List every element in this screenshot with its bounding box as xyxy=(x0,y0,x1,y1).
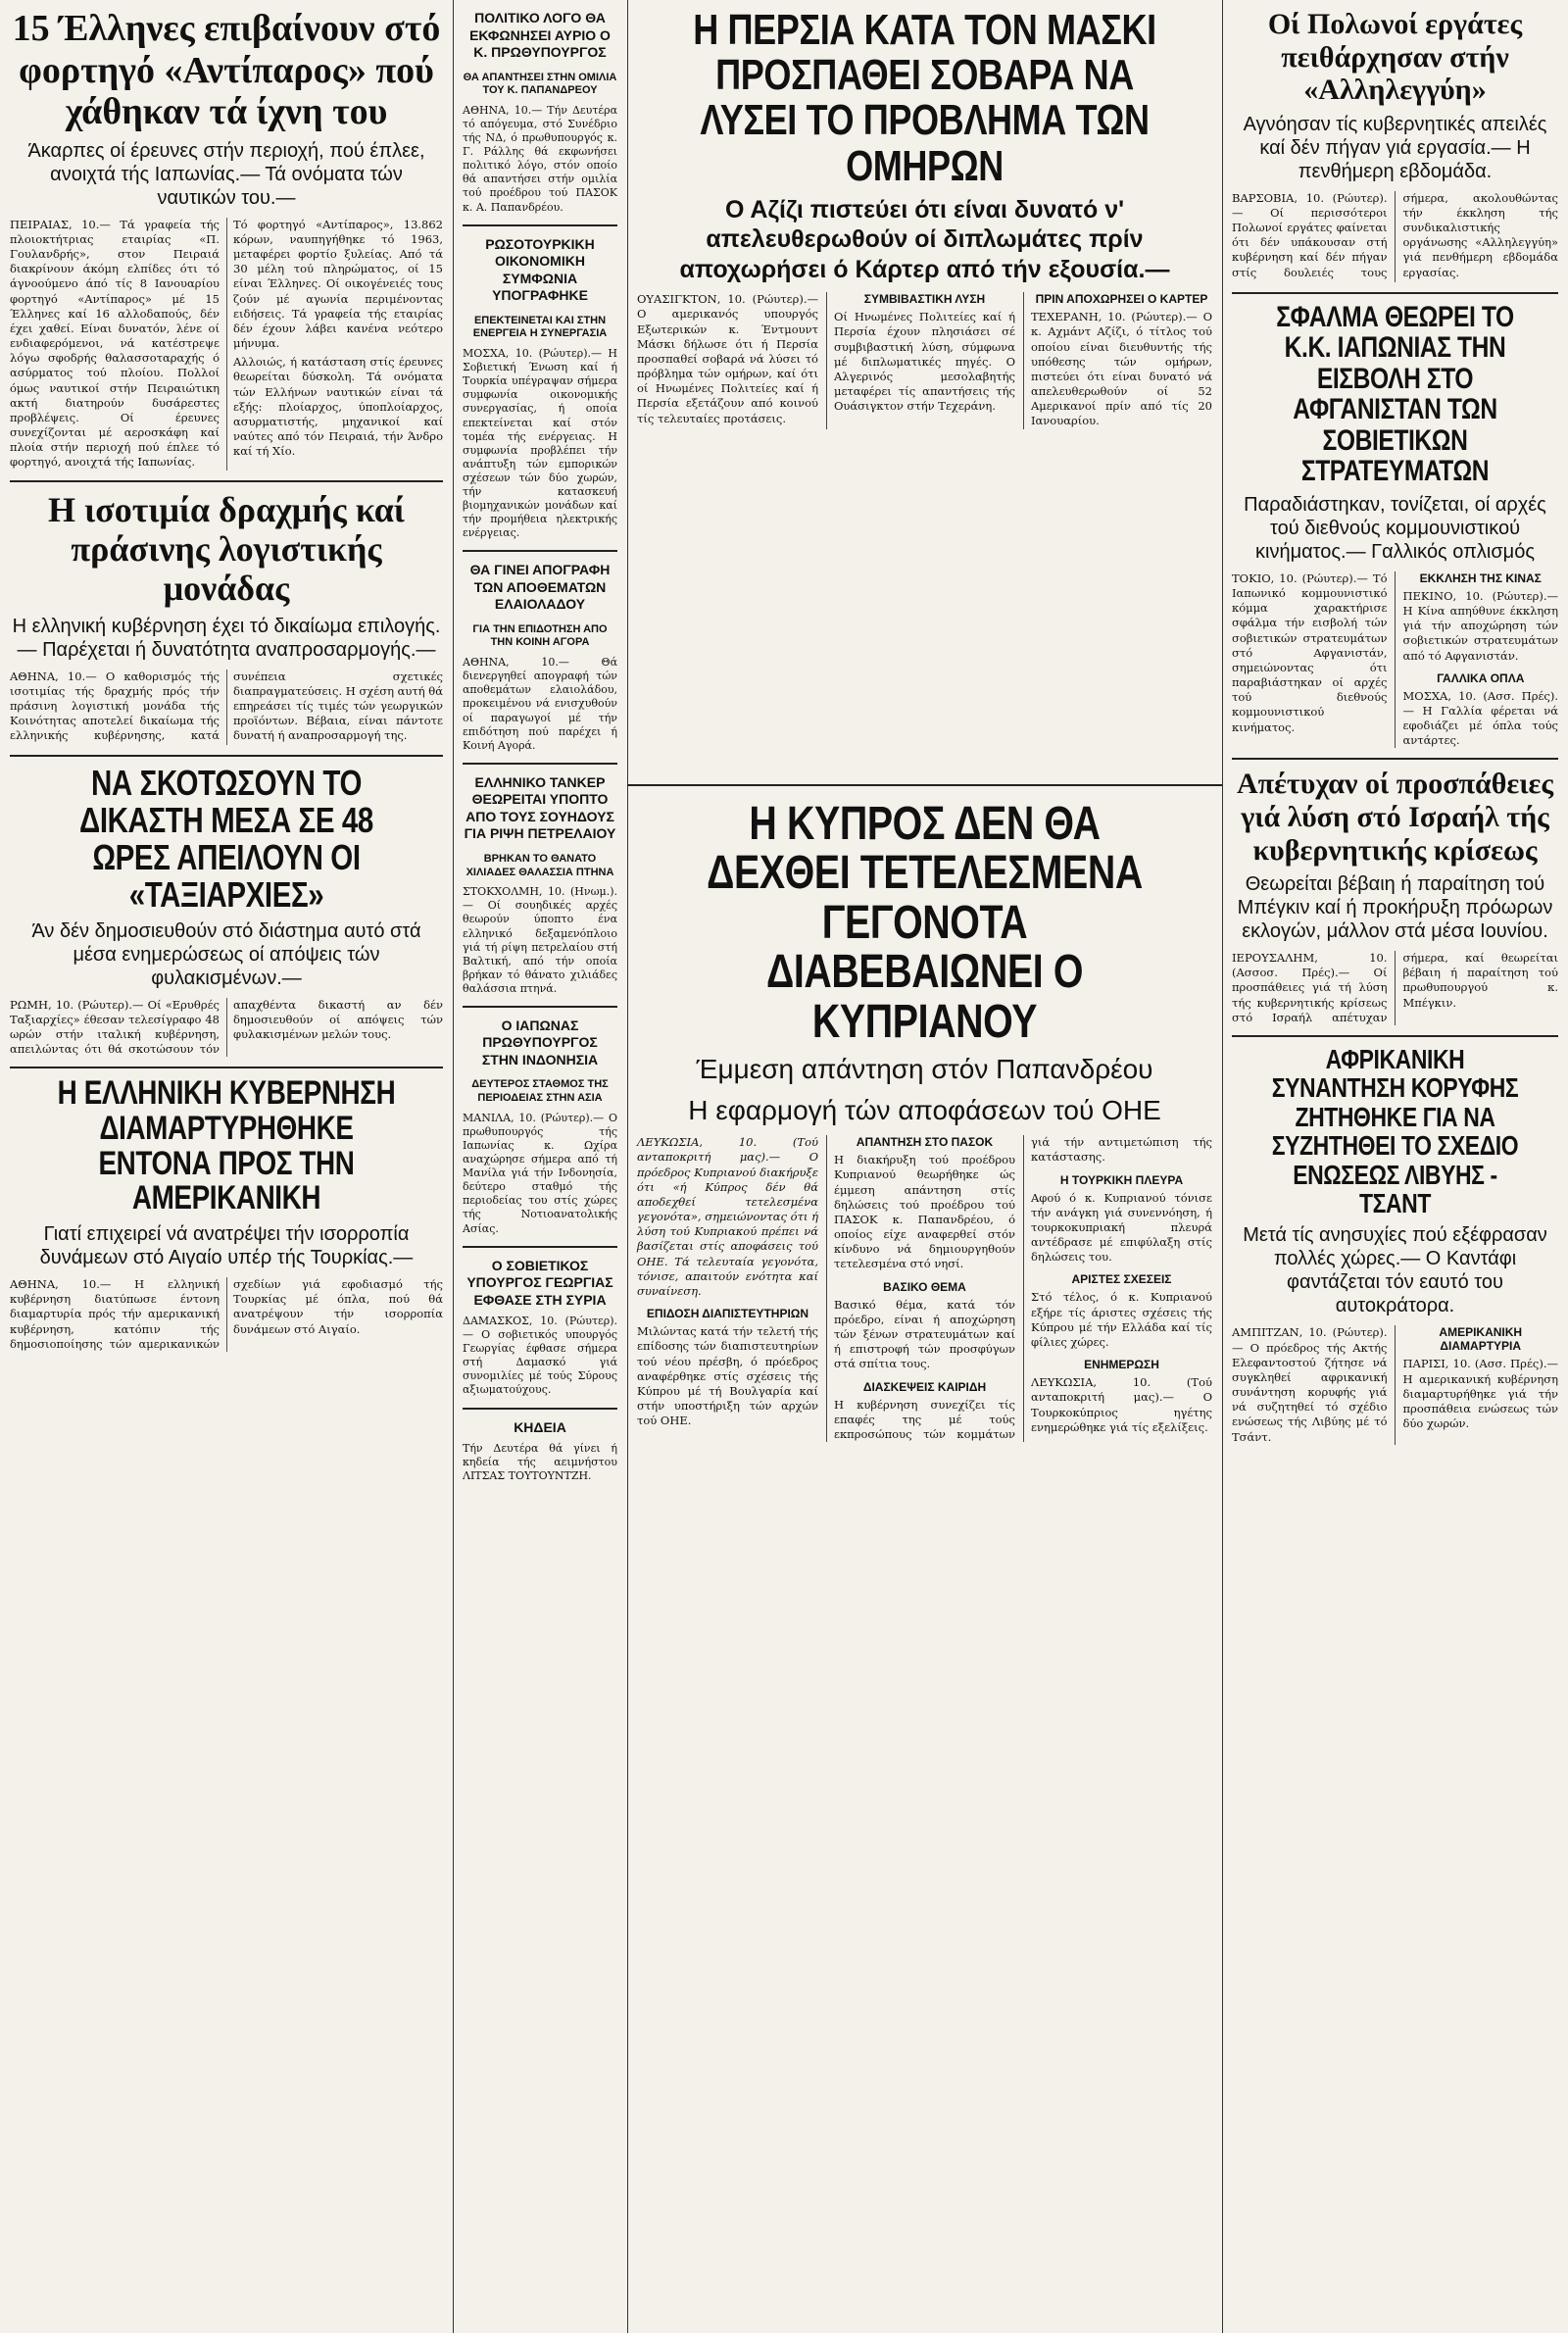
section-divider xyxy=(463,1006,617,1008)
brief-subhead: ΔΕΥΤΕΡΟΣ ΣΤΑΘΜΟΣ ΤΗΣ ΠΕΡΙΟΔΕΙΑΣ ΣΤΗΝ ΑΣΙΑ xyxy=(471,1078,609,1105)
article-paragraph: ΛΕΥΚΩΣΙΑ, 10. (Τού ανταποκριτή μας).— Ο Τουρκοκύπριος ηγέτης ενημερώθηκε γιά τίς εξελίξεις. xyxy=(1031,1375,1212,1434)
headline-cyprus: Η ΚΥΠΡΟΣ ΔΕΝ ΘΑ ΔΕΧΘΕΙ ΤΕΤΕΛΕΣΜΕΝΑ ΓΕΓΟΝΟΤΑ ΔΙΑΒΕΒΑΙΩΝΕΙ Ο ΚΥΠΡΙΑΝΟΥ xyxy=(707,798,1143,1048)
article-paragraph: ΠΑΡΙΣΙ, 10. (Ασσ. Πρές).— Η αμερικανική κυβέρνηση διαμαρτυρήθηκε γιά τήν προσπάθεια ενώσεως τών δύο χωρών. xyxy=(1402,1357,1558,1431)
subhead-africa-summit: Μετά τίς ανησυχίες πού εξέφρασαν πολλές χώρες.— Ο Καντάφι φαντάζεται τόν εαυτό του αυτοκράτορα. xyxy=(1243,1224,1547,1317)
article-paragraph: ΑΜΠΙΤΖΑΝ, 10. (Ρώυτερ).— Ο πρόεδρος τής Ακτής Ελεφαντοστού ζήτησε νά συγκληθεί αφρικανική συνάντηση κορυφής γιά νά συζητηθεί τό σχέδιο ενώσεως τής Λιβύης μέ τό Τσάντ. xyxy=(1232,1325,1388,1444)
crosshead: ΠΡΙΝ ΑΠΟΧΩΡΗΣΕΙ Ο ΚΑΡΤΕΡ xyxy=(1035,292,1208,307)
subhead-cyprus-2: Η εφαρμογή τών αποφάσεων τού ΟΗΕ xyxy=(688,1095,1161,1126)
article-paragraph: ΤΟΚΙΟ, 10. (Ρώυτερ).— Τό Ιαπωνικό κομμουνιστικό κόμμα χαρακτήρισε σφάλμα τήν εισβολή τών σοβιετικών στρατευμάτων στό Αφγανιστάν, σημειώνοντας ότι παραβιάστηκαν οί αρχές τού διεθνούς κομμουνιστικού κινήματος. xyxy=(1232,571,1388,734)
article-paragraph: ΑΘΗΝΑ, 10.— Ο καθορισμός τής ισοτιμίας τής δραχμής πρός τήν πράσινη λογιστική μονάδα τής Κοινότητας αποτελεί δικαίωμα τής ελληνικής κυβέρνησης, κατά συνέπεια σχετικές διαπραγματεύσεις. Η σχέση αυτή θά επηρεάσει τίς τιμές τών γεωργικών προϊόντων. Βέβαια, είναι πάντοτε δυνατή ή αναπροσαρμογή της. xyxy=(10,669,443,743)
brief-body: ΣΤΟΚΧΟΛΜΗ, 10. (Ηνωμ.).— Οί σουηδικές αρχές θεωρούν ύποπτο ένα ελληνικό δεξαμενόπλοιο γιά τή ρίψη πετρελαίου στή Βαλτική, από τήν οποία βρήκαν τό θάνατο χιλιάδες θαλάσσια πτηνά. xyxy=(463,885,617,995)
headline-drachma: Η ισοτιμία δραχμής καί πράσινης λογιστικής μονάδας xyxy=(47,489,406,609)
column-briefs xyxy=(453,0,627,1487)
crosshead: ΕΝΗΜΕΡΩΣΗ xyxy=(1084,1358,1159,1372)
article-red-brigades xyxy=(10,998,443,1058)
brief-body: Τήν Δευτέρα θά γίνει ή κηδεία τής αειμνήστου ΛΙΤΣΑΣ ΤΟΥΤΟΥΝΤΖΗ. xyxy=(463,1442,617,1483)
article-paragraph: Η διακήρυξη τού προέδρου Κυπριανού θεωρήθηκε ώς έμμεση απάντηση στίς δηλώσεις τού προέδρου τού ΠΑΣΟΚ κ. Παπανδρέου, ό οποίος είχε αναφερθεί στόν κίνδυνο νά δημιουργηθούν τετελεσμένα στό νησί. xyxy=(834,1153,1015,1271)
section-divider xyxy=(463,1408,617,1410)
brief-headline: Ο ΙΑΠΩΝΑΣ ΠΡΩΘΥΠΟΥΡΓΟΣ ΣΤΗΝ ΙΝΔΟΝΗΣΙΑ xyxy=(481,1017,599,1067)
headline-red-brigades: ΝΑ ΣΚΟΤΩΣΟΥΝ ΤΟ ΔΙΚΑΣΤΗ ΜΕΣΑ ΣΕ 48 ΩΡΕΣ ΑΠΕΙΛΟΥΝ ΟΙ «ΤΑΞΙΑΡΧΙΕΣ» xyxy=(79,763,373,915)
crosshead: ΑΜΕΡΙΚΑΝΙΚΗ ΔΙΑΜΑΡΤΥΡΙΑ xyxy=(1439,1325,1523,1354)
article-paragraph: Αλλοιώς, ή κατάσταση στίς έρευνες θεωρείται δύσκολη. Τά ονόματα τών Ελλήνων ναυτικών είναι τά εξής: πλοίαρχος, ύποπλοίαρχος, ασυρματιστής, μηχανικοί καί ναύτες από τόν Πειραιά, τήν Άνδρο καί τή Χίο. xyxy=(233,355,443,459)
section-divider xyxy=(463,1246,617,1248)
article-israel xyxy=(1232,951,1558,1025)
crosshead: ΕΠΙΔΟΣΗ ΔΙΑΠΙΣΤΕΥΤΗΡΙΩΝ xyxy=(646,1307,809,1321)
section-divider xyxy=(463,550,617,552)
brief-body: ΑΘΗΝΑ, 10.— Τήν Δευτέρα τό απόγευμα, στό Συνέδριο τής ΝΔ, ό πρωθυπουργός κ. Γ. Ράλλης θά εκφωνήσει πολιτικό λόγο, στόν οποίο θά απαντήσει στήν ομιλία τού προέδρου τού ΠΑΣΟΚ κ. Α. Παπανδρέου. xyxy=(463,104,617,214)
article-drachma xyxy=(10,670,443,746)
headline-africa-summit: ΑΦΡΙΚΑΝΙΚΗ ΣΥΝΑΝΤΗΣΗ ΚΟΡΥΦΗΣ ΖΗΤΗΘΗΚΕ ΓΙΑ ΝΑ ΣΥΖΗΤΗΘΕΙ ΤΟ ΣΧΕΔΙΟ ΕΝΩΣΕΩΣ ΛΙΒΥΗΣ - ΤΣΑΝΤ xyxy=(1271,1044,1519,1218)
crosshead: ΣΥΜΒΙΒΑΣΤΙΚΗ ΛΥΣΗ xyxy=(863,292,986,307)
subhead-drachma: Η ελληνική κυβέρνηση έχει τό δικαίωμα επιλογής.— Παρέχεται ή δυνατότητα αναπροσαρμογής.— xyxy=(12,615,441,661)
brief-subhead: ΓΙΑ ΤΗΝ ΕΠΙΔΟΤΗΣΗ ΑΠΟ ΤΗΝ ΚΟΙΝΗ ΑΓΟΡΑ xyxy=(472,622,608,649)
headline-protest-usa: Η ΕΛΛΗΝΙΚΗ ΚΥΒΕΡΝΗΣΗ ΔΙΑΜΑΡΤΥΡΗΘΗΚΕ ΕΝΤΟΝΑ ΠΡΟΣ ΤΗΝ ΑΜΕΡΙΚΑΝΙΚΗ xyxy=(57,1074,396,1217)
subhead-cyprus-1: Έμμεση απάντηση στόν Παπανδρέου xyxy=(696,1053,1153,1084)
subhead-japan-cp: Παραδιάστηκαν, τονίζεται, οί αρχές τού διεθνούς κομμουνιστικού κινήματος.— Γαλλικός οπλισμός xyxy=(1244,493,1546,563)
brief-headline: ΚΗΔΕΙΑ xyxy=(514,1418,566,1435)
section-divider xyxy=(463,224,617,226)
brief-headline: ΘΑ ΓΙΝΕΙ ΑΠΟΓΡΑΦΗ ΤΩΝ ΑΠΟΘΕΜΑΤΩΝ ΕΛΑΙΟΛΑΔΟΥ xyxy=(469,562,611,613)
brief-headline: ΕΛΛΗΝΙΚΟ ΤΑΝΚΕΡ ΘΕΩΡΕΙΤΑΙ ΥΠΟΠΤΟ ΑΠΟ ΤΟΥΣ ΣΟΥΗΔΟΥΣ ΓΙΑ ΡΙΨΗ ΠΕΤΡΕΛΑΙΟΥ xyxy=(464,773,616,842)
subhead-israel: Θεωρείται βέβαιη ή παραίτηση τού Μπέγκιν καί ή προκήρυξη πρόωρων εκλογών, μάλλον στά μέσα Ιουνίου. xyxy=(1237,873,1553,943)
crosshead: Η ΤΟΥΡΚΙΚΗ ΠΛΕΥΡΑ xyxy=(1059,1172,1184,1187)
brief-body: ΔΑΜΑΣΚΟΣ, 10. (Ρώυτερ).— Ο σοβιετικός υπουργός Γεωργίας έφθασε σήμερα στή Δαμασκό γιά συνομιλίες μέ τούς Σύρους αξιωματούχους. xyxy=(463,1315,617,1397)
section-divider xyxy=(10,755,443,757)
brief-body: ΜΟΣΧΑ, 10. (Ρώυτερ).— Η Σοβιετική Ένωση καί ή Τουρκία υπέγραψαν σήμερα συμφωνία οικονομικής συνεργασίας, ή οποία επεκτείνεται καί στόν τομέα τής ενέργειας. Η συμφωνία προβλέπει τήν ανάπτυξη τών εμπορικών σχέσεων τών δύο χωρών, τήν κατασκευή βιομηχανικών μονάδων καί τήν προμήθεια ηλεκτρικής ενέργειας. xyxy=(463,347,617,540)
subhead-antiparos: Άκαρπες οί έρευνες στήν περιοχή, πού έπλεε, ανοιχτά τής Ιαπωνίας.— Τά ονόματα τών ναυτικών του.— xyxy=(27,139,425,209)
article-paragraph: ΛΕΥΚΩΣΙΑ, 10. (Τού ανταποκριτή μας).— Ο πρόεδρος Κυπριανού διακήρυξε ότι «ή Κύπρος δέν θά αποδεχθεί τετελεσμένα γεγονότα», σημειώνοντας ότι ή λύση τού Κυπριακού πρέπει νά βασίζεται στίς αποφάσεις τού ΟΗΕ. Τά τελευταία γεγονότα, τόνισε, απαιτούν ενότητα καί συναίνεση. xyxy=(637,1135,818,1298)
article-persia xyxy=(627,0,1222,784)
headline-antiparos: 15 Έλληνες επιβαίνουν στό φορτηγό «Αντίπαρος» πού χάθηκαν τά ίχνη του xyxy=(12,8,441,133)
subhead-persia: Ο Αζίζι πιστεύει ότι είναι δυνατό ν' απελευθερωθούν οί διπλωμάτες πρίν αποχωρήσει ό Κάρτερ από τήν εξουσία.— xyxy=(679,195,1170,283)
article-paragraph: Αφού ό κ. Κυπριανού τόνισε τήν ανάγκη γιά συνεννόηση, ή τουρκοκυπριακή πλευρά αντέδρασε μέ επιφύλαξη στίς δηλώσεις του. xyxy=(1031,1190,1212,1265)
brief-subhead: ΘΑ ΑΠΑΝΤΗΣΕΙ ΣΤΗΝ ΟΜΙΛΙΑ ΤΟΥ Κ. ΠΑΠΑΝΔΡΕΟΥ xyxy=(463,71,617,97)
section-divider xyxy=(10,480,443,482)
article-paragraph: ΠΕΙΡΑΙΑΣ, 10.— Τά γραφεία τής πλοιοκτήτριας εταιρίας «Π. Γουλανδρής», στον Πειραιά διακρίνουν άκόμη ελπίδες ότι τό άγνοούμενο άπό τίς 8 Ιανουαρίου φορτηγό «Αντίπαρος» μέ 15 Έλληνες καί 16 αλλοδαπούς, δέν έχει χαθεί. Είναι δυνατόν, λένε οί ενδιαφερόμενοι, νά κατέστρεψε λόγω σφοδρής θαλασσοταραχής ό ασύρματος τού πλοίου. Πολλοί όμως ναυτικοί στήν Πειραιώτικη ακτή διατηρούν δυσάρεστες προβλέψεις. Οί έρευνες συνεχίζονται μέ αεροσκάφη καί πλοία στήν περιοχή πού έπλεε τό φορτηγό, ανοιχτά τής Ιαπωνίας. xyxy=(10,217,220,470)
brief-subhead: ΒΡΗΚΑΝ ΤΟ ΘΑΝΑΤΟ ΧΙΛΙΑΔΕΣ ΘΑΛΑΣΣΙΑ ΠΤΗΝΑ xyxy=(466,852,614,878)
column-left xyxy=(0,0,453,1352)
section-divider xyxy=(10,1067,443,1068)
subhead-poland: Αγνόησαν τίς κυβερνητικές απειλές καί δέν πήγαν γιά εργασία.— Η πενθήμερη εβδομάδα. xyxy=(1243,113,1547,182)
article-persia-body xyxy=(637,292,1212,429)
article-paragraph: Μιλώντας κατά τήν τελετή τής επίδοσης τών διαπιστευτηρίων τού νέου πρέσβη, ό πρόεδρος αναφέρθηκε στίς σχέσεις τής Κύπρου μέ τή Βουλγαρία καί στήν υποστήριξη τών αρχών τού ΟΗΕ. xyxy=(637,1324,818,1428)
article-antiparos xyxy=(10,218,443,471)
crosshead: ΑΡΙΣΤΕΣ ΣΧΕΣΕΙΣ xyxy=(1071,1272,1172,1287)
subhead-protest-usa: Γιατί επιχειρεί νά ανατρέψει τήν ισορροπία δυνάμεων στό Αιγαίο υπέρ τής Τουρκίας.— xyxy=(39,1222,414,1268)
headline-poland: Οί Πολωνοί εργάτες πειθάρχησαν στήν «Αλληλεγγύη» xyxy=(1267,8,1523,107)
brief-subhead: ΕΠΕΚΤΕΙΝΕΤΑΙ ΚΑΙ ΣΤΗΝ ΕΝΕΡΓΕΙΑ Η ΣΥΝΕΡΓΑΣΙΑ xyxy=(472,314,608,340)
article-paragraph: ΒΑΡΣΟΒΙΑ, 10. (Ρώυτερ).— Οί περισσότεροι Πολωνοί εργάτες φαίνεται ότι δέν υπάκουσαν στή κυβέρνηση καί δέν πήγαν στίς δουλειές τους σήμερα, ακολουθώντας τήν έκκληση τής συνδικαλιστικής οργάνωσης «Αλληλεγγύη» γιά πενθήμερη εβδομάδα εργασίας. xyxy=(1232,190,1558,279)
section-divider xyxy=(1232,758,1558,760)
article-poland xyxy=(1232,191,1558,282)
article-cyprus xyxy=(627,784,1222,2333)
headline-persia: Η ΠΕΡΣΙΑ ΚΑΤΑ ΤΟΝ ΜΑΣΚΙ ΠΡΟΣΠΑΘΕΙ ΣΟΒΑΡΑ ΝΑ ΛΥΣΕΙ ΤΟ ΠΡΟΒΛΗΜΑ ΤΩΝ ΟΜΗΡΩΝ xyxy=(693,6,1156,190)
brief-headline: ΡΩΣΟΤΟΥΡΚΙΚΗ ΟΙΚΟΝΟΜΙΚΗ ΣΥΜΦΩΝΙΑ ΥΠΟΓΡΑΦΗΚΕ xyxy=(485,235,595,304)
crosshead: ΑΠΑΝΤΗΣΗ ΣΤΟ ΠΑΣΟΚ xyxy=(856,1135,994,1150)
brief-headline: Ο ΣΟΒΙΕΤΙΚΟΣ ΥΠΟΥΡΓΟΣ ΓΕΩΡΓΙΑΣ ΕΦΘΑΣΕ ΣΤΗ ΣΥΡΙΑ xyxy=(466,1257,613,1308)
article-paragraph: ΤΕΧΕΡΑΝΗ, 10. (Ρώυτερ).— Ο κ. Αχμάντ Αζίζι, ό τίτλος τού οποίου είναι διευθυντής τής υπόθεσης τών ομήρων, πιστεύει ότι είναι δυνατό νά απελευθερωθούν οί 52 Αμερικανοί πρίν από τίς 20 Ιανουαρίου. xyxy=(1031,310,1212,428)
article-paragraph: Η κυβέρνηση συνεχίζει τίς επαφές της μέ τούς εκπροσώπους τών κομμάτων γιά τήν αντιμετώπιση τής κατάστασης. xyxy=(834,1135,1212,1441)
crosshead: ΔΙΑΣΚΕΨΕΙΣ ΚΑΙΡΙΔΗ xyxy=(862,1379,987,1394)
section-divider xyxy=(1232,1035,1558,1037)
article-japan-cp xyxy=(1232,571,1558,749)
crosshead: ΓΑΛΛΙΚΑ ΟΠΛΑ xyxy=(1437,670,1525,685)
article-protest-usa xyxy=(10,1277,443,1352)
article-paragraph: Βασικό θέμα, κατά τόν πρόεδρο, είναι ή αποχώρηση τών ξένων στρατευμάτων καί ή επιστροφή τών προσφύγων στά σπίτια τους. xyxy=(834,1297,1015,1371)
headline-israel: Απέτυχαν οί προσπάθειες γιά λύση στό Ισραήλ τής κυβερνητικής κρίσεως xyxy=(1237,768,1553,867)
article-paragraph: ΙΕΡΟΥΣΑΛΗΜ, 10. (Ασσοσ. Πρές).— Οί προσπάθειες γιά τή λύση τής κυβερνητικής κρίσεως στό Ισραήλ απέτυχαν σήμερα, καί θεωρείται βέβαιη ή παραίτηση τού πρωθυπουργού κ. Μπέγκιν. xyxy=(1232,951,1558,1024)
brief-headline: ΠΟΛΙΤΙΚΟ ΛΟΓΟ ΘΑ ΕΚΦΩΝΗΣΕΙ ΑΥΡΙΟ Ο Κ. ΠΡΩΘΥΠΟΥΡΓΟΣ xyxy=(469,10,611,60)
subhead-red-brigades: Άν δέν δημοσιευθούν στό διάστημα αυτό στά μέσα ενημερώσεως οί απόψεις τών φυλακισμένων.— xyxy=(31,919,421,989)
article-paragraph: Στό τέλος, ό κ. Κυπριανού εξήρε τίς άριστες σχέσεις τής Κύπρου μέ τήν Ελλάδα καί τίς φίλιες χώρες. xyxy=(1031,1290,1212,1349)
crosshead: ΕΚΚΛΗΣΗ ΤΗΣ ΚΙΝΑΣ xyxy=(1419,571,1542,585)
article-paragraph: ΜΟΣΧΑ, 10. (Ασσ. Πρές).— Η Γαλλία φέρεται νά εφοδιάζει μέ όπλα τούς αντάρτες. xyxy=(1402,688,1558,748)
brief-body: ΑΘΗΝΑ, 10.— Θά διενεργηθεί απογραφή τών αποθεμάτων ελαιολάδου, προκειμένου νά ενισχυθούν οί παραγωγοί μέ τήν επιδότηση πού παρέχει ή Κοινή Αγορά. xyxy=(463,656,617,752)
section-divider xyxy=(1232,292,1558,294)
article-paragraph: Οί Ηνωμένες Πολιτείες καί ή Περσία έχουν πλησιάσει σέ συμβιβαστική λύση, σύμφωνα μέ διπλωματικές πηγές. Ο Αλγερινός μεσολαβητής μεταφέρει τίς απαντήσεις τής Ουάσιγκτον στήν Τεχεράνη. xyxy=(834,310,1015,414)
section-divider xyxy=(463,763,617,765)
article-paragraph: ΟΥΑΣΙΓΚΤΟΝ, 10. (Ρώυτερ).— Ο αμερικανός υπουργός Εξωτερικών κ. Έντμουντ Μάσκι δήλωσε ότι ή Περσία προσπαθεί σοβαρά νά λύσει τό πρόβλημα τών ομήρων, καί ότι οί Ηνωμένες Πολιτείες καί ή Περσία εξετάζουν από κοινού τίς τελευταίες προτάσεις. xyxy=(637,292,818,425)
article-paragraph: Τό φορτηγό «Αντίπαρος», 13.862 κόρων, ναυπηγήθηκε τό 1963, μεταφέρει φορτίο ξυλείας. Από τά 30 μέλη τού πληρώματος, οί 15 είναι Έλληνες. Οί οικογένειές τους ζούν μέ αγωνία περιμένοντας ειδήσεις. Τά γραφεία τής εταιρίας δέν έχουν λάβει κανένα νεότερο μήνυμα. xyxy=(233,217,443,351)
headline-japan-cp: ΣΦΑΛΜΑ ΘΕΩΡΕΙ ΤΟ Κ.Κ. ΙΑΠΩΝΙΑΣ ΤΗΝ ΕΙΣΒΟΛΗ ΣΤΟ ΑΦΓΑΝΙΣΤΑΝ ΤΩΝ ΣΟΒΙΕΤΙΚΩΝ ΣΤΡΑΤΕΥΜΑΤΩΝ xyxy=(1276,300,1514,488)
brief-body: ΜΑΝΙΛΑ, 10. (Ρώυτερ).— Ο πρωθυπουργός τής Ιαπωνίας κ. Ωχίρα αναχώρησε σήμερα από τή Μανίλα γιά τήν Ινδονησία, δεύτερο σταθμό τής περιοδείας του στίς χώρες τής Νοτιοανατολικής Ασίας. xyxy=(463,1111,617,1235)
article-paragraph: ΑΘΗΝΑ, 10.— Η ελληνική κυβέρνηση διατύπωσε έντονη διαμαρτυρία πρός τήν αμερικανική κυβέρνηση, κατόπιν τής δημοσιοποίησης τών αμερικανικών σχεδίων γιά εφοδιασμό τής Τουρκίας μέ όπλα, πού θά ανατρέψουν τήν ισορροπία δυνάμεων στό Αιγαίο. xyxy=(10,1276,443,1351)
article-paragraph: ΡΩΜΗ, 10. (Ρώυτερ).— Οί «Ερυθρές Ταξιαρχίες» έθεσαν τελεσίγραφο 48 ωρών στήν ιταλική κυβέρνηση, απειλώντας ότι θά σκοτώσουν τόν απαχθέντα δικαστή αν δέν δημοσιευθούν οί απόψεις τών φυλακισμένων μελών τους. xyxy=(10,997,443,1057)
column-right xyxy=(1222,0,1568,1445)
article-africa-summit xyxy=(1232,1325,1558,1444)
article-paragraph: ΠΕΚΙΝΟ, 10. (Ρώυτερ).— Η Κίνα απηύθυνε έκκληση γιά τήν αποχώρηση τών σοβιετικών στρατευμάτων από τό Αφγανιστάν. xyxy=(1402,588,1558,663)
crosshead: ΒΑΣΙΚΟ ΘΕΜΑ xyxy=(883,1279,966,1294)
article-cyprus-body xyxy=(637,1135,1212,1442)
